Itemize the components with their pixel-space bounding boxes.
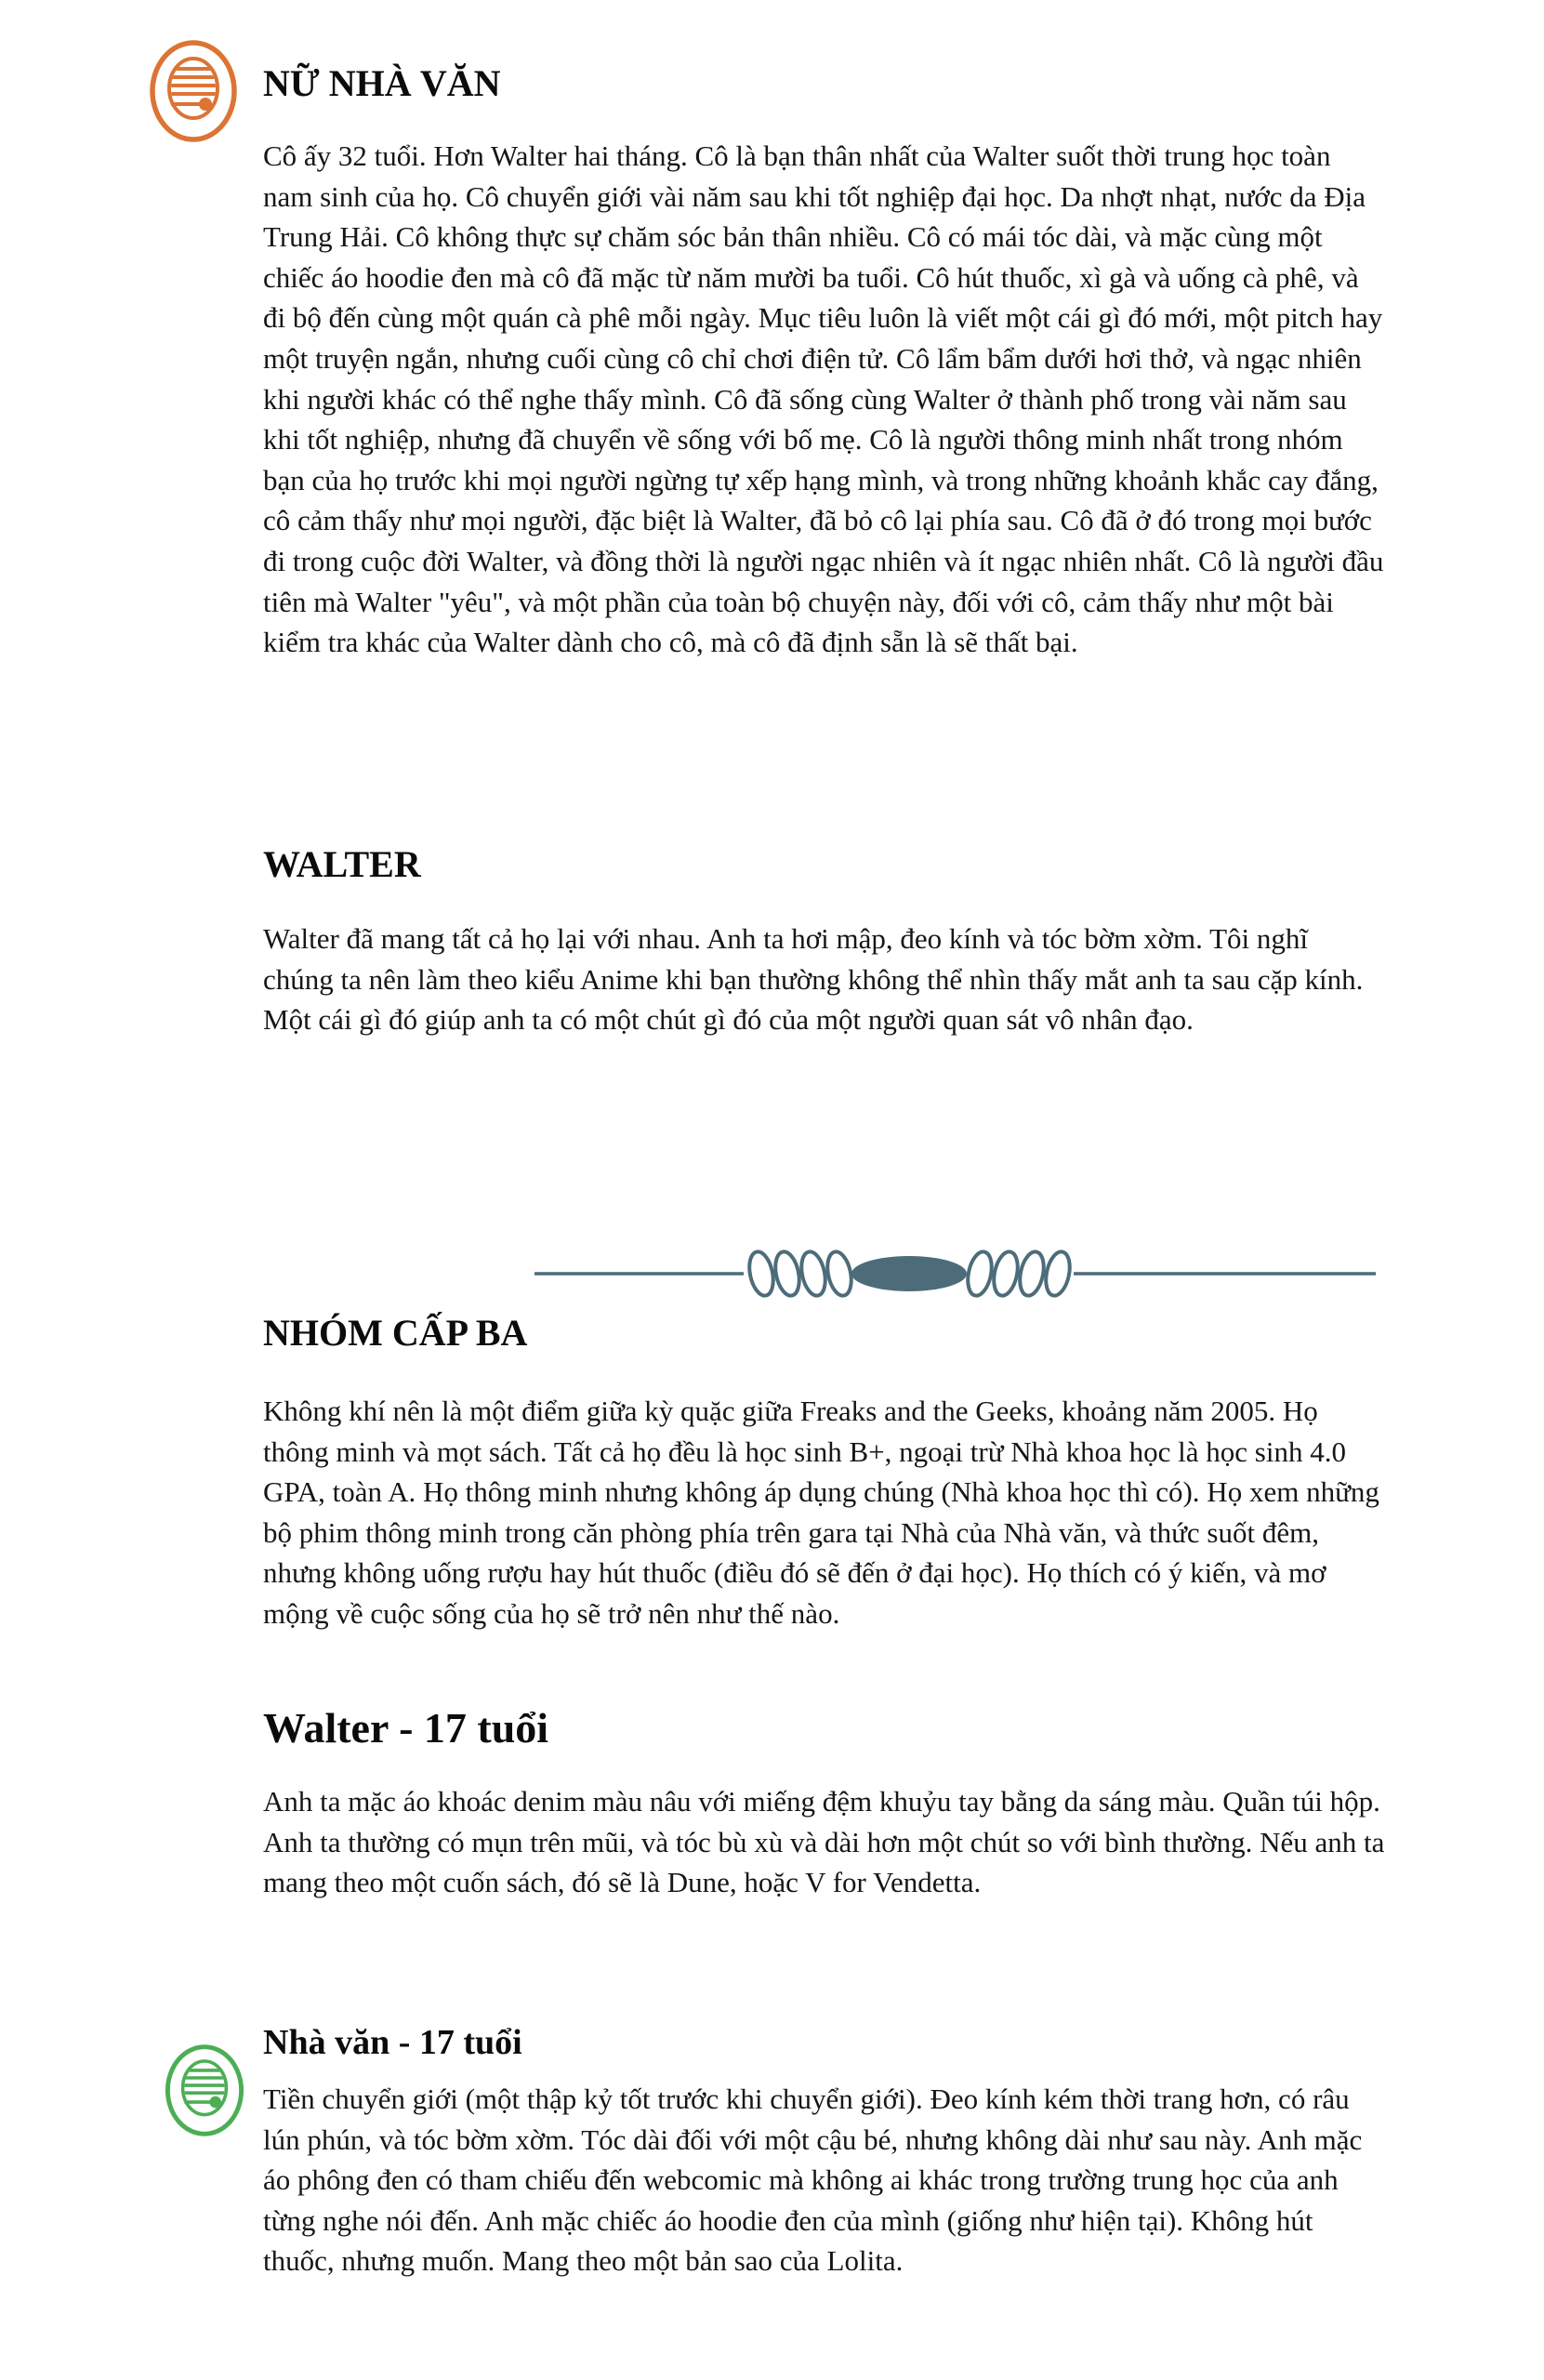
divider-flourish-icon: [534, 1248, 1376, 1300]
comment-anchor-icon-green[interactable]: [163, 2043, 246, 2142]
section-body-walter-17: Anh ta mặc áo khoác denim màu nâu với miếng đệm khuỷu tay bằng da sáng màu. Quần túi hộp. Anh ta thường có mụn trên mũi, và tóc bù xù và dài hơn một chút so với bình thường. Nếu anh ta mang theo một cuốn sách, đó sẽ là Dune, hoặc V for Vendetta.: [263, 1785, 1385, 1899]
section-divider: [534, 1248, 1376, 1304]
beehive-anchor-icon: [163, 2043, 246, 2137]
section-body-nu-nha-van: Cô ấy 32 tuổi. Hơn Walter hai tháng. Cô là bạn thân nhất của Walter suốt thời trung học toàn nam sinh của họ. Cô chuyển giới vài năm sau khi tốt nghiệp đại học. Da nhợt nhạt, nước da Địa Trung Hải. Cô không thực sự chăm sóc bản thân nhiều. Cô có mái tóc dài, và mặc cùng một chiếc áo hoodie đen mà cô đã mặc từ năm mười ba tuổi. Cô hút thuốc, xì gà và uống cà phê, và đi bộ đến cùng một quán cà phê mỗi ngày. Mục tiêu luôn là viết một cái gì đó mới, một pitch hay một truyện ngắn, nhưng cuối cùng cô chỉ chơi điện tử. Cô lẩm bẩm dưới hơi thở, và ngạc nhiên khi người khác có thể nghe thấy mình. Cô đã sống cùng Walter ở thành phố trong vài năm sau khi tốt nghiệp, nhưng đã chuyển về sống với bố mẹ. Cô là người thông minh nhất trong nhóm bạn của họ trước khi mọi người ngừng tự xếp hạng mình, và trong những khoảnh khắc cay đắng, cô cảm thấy như mọi người, đặc biệt là Walter, đã bỏ cô lại phía sau. Cô đã ở đó trong mọi bước đi trong cuộc đời Walter, và đồng thời là người ngạc nhiên và ít ngạc nhiên nhất. Cô là người đầu tiên mà Walter "yêu", và một phần của toàn bộ chuyện này, đối với cô, cảm thấy như một bài kiểm tra khác của Walter dành cho cô, mà cô đã định sẵn là sẽ thất bại.: [263, 139, 1384, 659]
section-heading-nu-nha-van: NỮ NHÀ VĂN: [263, 62, 501, 104]
section-body-nha-van-17: Tiền chuyển giới (một thập kỷ tốt trước khi chuyển giới). Đeo kính kém thời trang hơn, có râu lún phún, và tóc bờm xờm. Tóc dài đối với một cậu bé, nhưng không dài như sau này. Anh mặc áo phông đen có tham chiếu đến webcomic mà không ai khác trong trường trung học của anh từng nghe nói đến. Anh mặc chiếc áo hoodie đen của mình (giống như hiện tại). Không hút thuốc, nhưng muốn. Mang theo một bản sao của Lolita.: [263, 2082, 1363, 2278]
section-heading-walter-17: Walter - 17 tuổi: [263, 1704, 549, 1752]
section-heading-nha-van-17: Nhà văn - 17 tuổi: [263, 2023, 522, 2062]
beehive-anchor-icon: [147, 39, 240, 143]
comment-anchor-icon-orange[interactable]: [147, 39, 240, 148]
section-body-walter: Walter đã mang tất cả họ lại với nhau. Anh ta hơi mập, đeo kính và tóc bờm xờm. Tôi nghĩ chúng ta nên làm theo kiểu Anime khi bạn thường không thể nhìn thấy mắt anh ta sau cặp kính. Một cái gì đó giúp anh ta có một chút gì đó của một người quan sát vô nhân đạo.: [263, 922, 1364, 1037]
section-body-nhom-cap-ba: Không khí nên là một điểm giữa kỳ quặc giữa Freaks and the Geeks, khoảng năm 2005. Họ thông minh và mọt sách. Tất cả họ đều là học sinh B+, ngoại trừ Nhà khoa học là học sinh 4.0 GPA, toàn A. Họ thông minh nhưng không áp dụng chúng (Nhà khoa học thì có). Họ xem những bộ phim thông minh trong căn phòng phía trên gara tại Nhà của Nhà văn, và thức suốt đêm, nhưng không uống rượu hay hút thuốc (điều đó sẽ đến ở đại học). Họ thích có ý kiến, và mơ mộng về cuộc sống của họ sẽ trở nên như thế nào.: [263, 1395, 1379, 1630]
section-heading-walter: WALTER: [263, 843, 421, 885]
section-heading-nhom-cap-ba: NHÓM CẤP BA: [263, 1312, 528, 1354]
